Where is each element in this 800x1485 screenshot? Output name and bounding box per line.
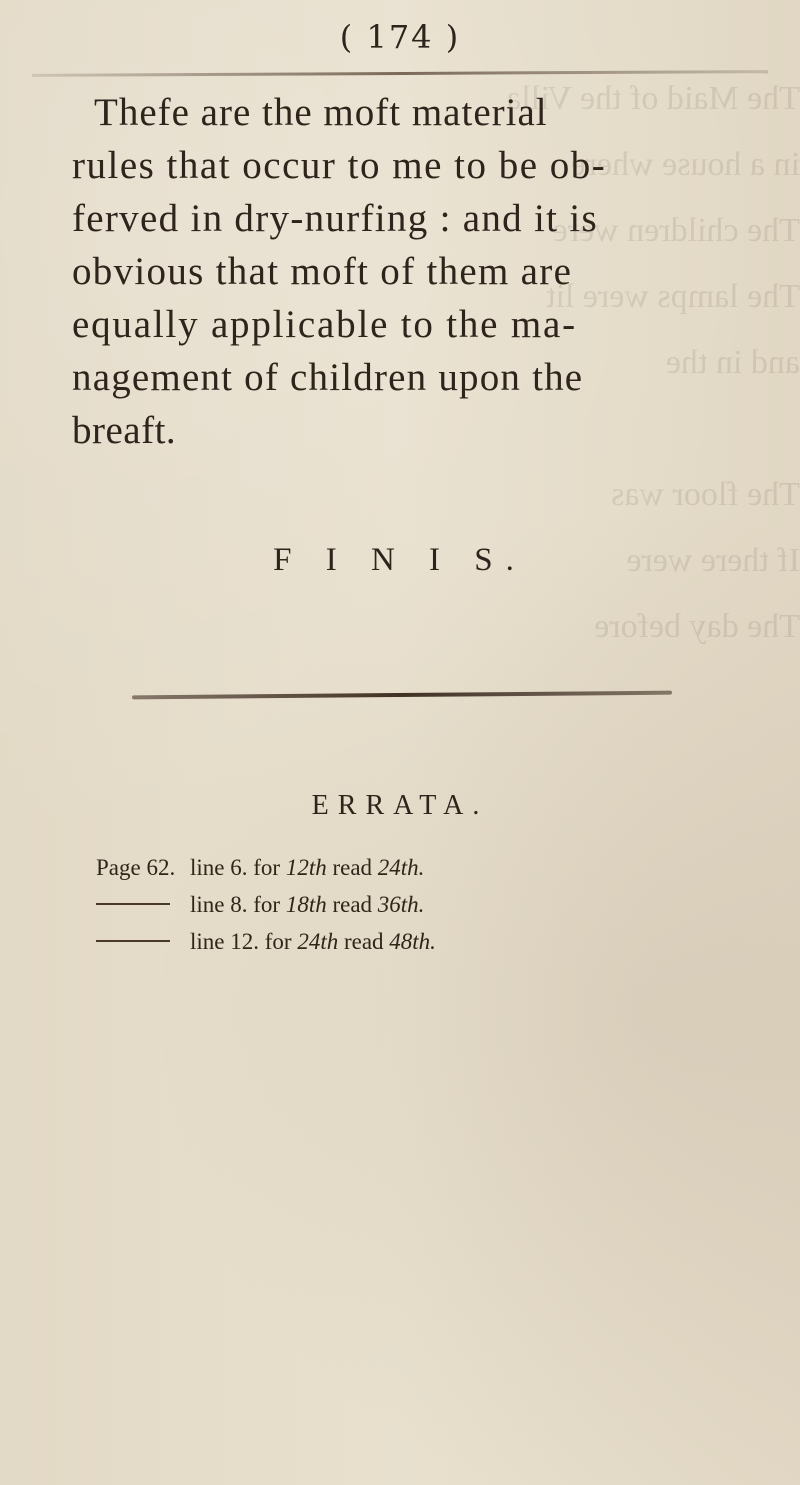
- errata-row: [96, 923, 716, 960]
- errata-wrong-value: 24th: [297, 929, 339, 954]
- body-line: equally applicable to the ma-: [72, 303, 577, 346]
- body-line: breaft.: [72, 409, 177, 452]
- errata-leader: [96, 886, 190, 923]
- errata-leader: [96, 923, 190, 960]
- finis-heading: F I N I S.: [273, 542, 527, 578]
- errata-row: [96, 849, 716, 886]
- body-line: ferved in dry-nurfing : and it is: [72, 197, 598, 240]
- body-paragraph: [72, 86, 747, 457]
- errata-right-value: 48th.: [389, 929, 436, 954]
- errata-line-ref: line 12.: [190, 929, 259, 954]
- body-line: rules that occur to me to be ob-: [72, 144, 607, 187]
- errata-page-ref: Page 62.: [96, 855, 176, 880]
- errata-for-label: for: [253, 855, 281, 880]
- errata-right-value: 24th.: [377, 855, 425, 880]
- errata-right-value: 36th.: [377, 892, 425, 917]
- errata-line-ref: line 8.: [190, 892, 248, 917]
- show-through-print: The Maid of the Villa in a house where The children were The lamps were lit and in the The floor was If there were The day before: [506, 80, 800, 645]
- errata-row: [96, 886, 716, 923]
- body-line: nagement of children upon the: [72, 356, 584, 399]
- errata-read-label: read: [332, 855, 373, 880]
- top-rule: [32, 70, 768, 77]
- errata-list: [96, 849, 716, 960]
- dash-rule: [96, 940, 170, 942]
- errata-wrong-value: 12th: [285, 855, 327, 880]
- errata-for-label: for: [264, 929, 292, 954]
- section-rule: [132, 691, 672, 700]
- page-number: ( 174 ): [339, 18, 461, 56]
- body-line: Thefe are the moft material: [94, 91, 548, 134]
- errata-line-ref: line 6.: [190, 855, 248, 880]
- errata-read-label: read: [332, 892, 373, 917]
- errata-read-label: read: [343, 929, 384, 954]
- errata-for-label: for: [253, 892, 281, 917]
- errata-heading: ERRATA.: [311, 790, 489, 821]
- dash-rule: [96, 903, 170, 905]
- errata-wrong-value: 18th: [285, 892, 327, 917]
- body-line: obvious that moft of them are: [72, 250, 573, 293]
